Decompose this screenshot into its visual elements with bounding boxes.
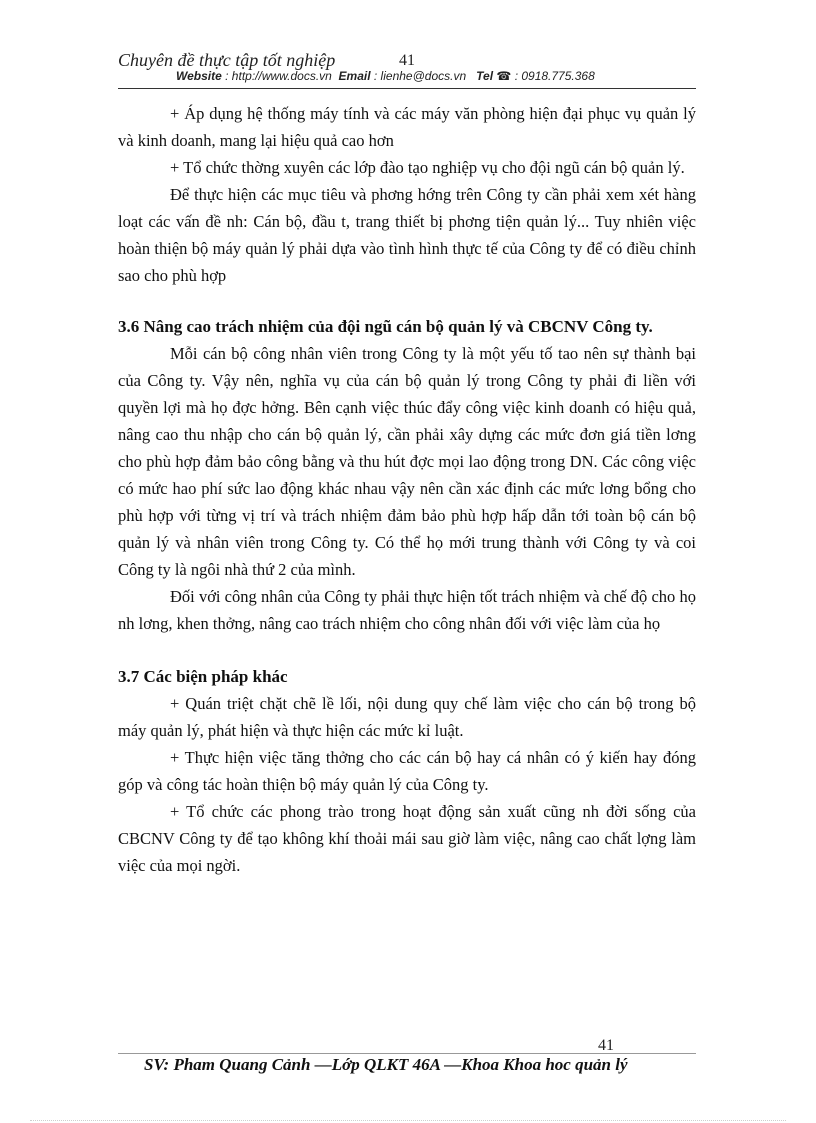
footer-divider — [118, 1053, 696, 1054]
spacer — [118, 289, 696, 313]
header-divider — [118, 88, 696, 89]
paragraph: + Tổ chức thờng xuyên các lớp đào tạo nghiệp vụ cho đội ngũ cán bộ quản lý. — [170, 158, 685, 177]
section-heading-3-6: 3.6 Nâng cao trách nhiệm của đội ngũ cán bộ quản lý và CBCNV Công ty. — [118, 317, 653, 336]
footer-author-line: SV: Pham Quang Cảnh —Lớp QLKT 46A —Khoa Khoa hoc quản lý — [144, 1055, 628, 1074]
email-label: Email — [338, 69, 371, 83]
paragraph: + Áp dụng hệ thống máy tính và các máy văn phòng hiện đại phục vụ quản lý và kinh doanh, mang lại hiệu quả cao hơn — [118, 104, 696, 150]
header-contact-line — [176, 69, 595, 83]
paragraph: Mỗi cán bộ công nhân viên trong Công ty là một yếu tố tao nên sự thành bại của Công ty. Vậy nên, nghĩa vụ của cán bộ quản lý trong Công ty phải đi liền với quyền lợi mà họ đợc hởng. Bên cạnh việc thúc đẩy công việc kinh doanh có hiệu quả, nâng cao thu nhập cho cán bộ quản lý, cần phải xây dựng các mức đơn giá tiền lơng cho phù hợp đảm bảo công bằng và thu hút đợc mọi lao động trong DN. Các công việc có mức hao phí sức lao động khác nhau vậy nên cần xác định các mức lơng bổng cho phù hợp với từng vị trí và trách nhiệm đảm bảo phù hợp hấp dẫn tới toàn bộ cán bộ quản lý và nhân viên trong Công ty. Có thể họ mới trung thành với Công ty và coi Công ty là ngôi nhà thứ 2 của mình. — [118, 344, 696, 579]
paragraph: + Thực hiện việc tăng thởng cho các cán bộ hay cá nhân có ý kiến hay đóng góp và công tác hoàn thiện bộ máy quản lý của Công ty. — [118, 748, 696, 794]
paragraph: Để thực hiện các mục tiêu và phơng hớng trên Công ty cần phải xem xét hàng loạt các vấn đề nh: Cán bộ, đầu t, trang thiết bị phơng tiện quản lý... Tuy nhiên việc hoàn thiện bộ máy quản lý phải dựa vào tình hình thực tế của Công ty để có điều chỉnh sao cho phù hợp — [118, 185, 696, 285]
body-content — [118, 100, 696, 879]
header-title: Chuyên đề thực tập tốt nghiệp — [118, 50, 336, 70]
paragraph: + Quán triệt chặt chẽ lề lối, nội dung quy chế làm việc cho cán bộ trong bộ máy quản lý, phát hiện và thực hiện các mức kỉ luật. — [118, 694, 696, 740]
page-edge-dots — [30, 1120, 786, 1121]
header-page-number: 41 — [399, 52, 415, 69]
tel-label: Tel — [476, 69, 494, 83]
website-label: Website — [176, 69, 222, 83]
website-link[interactable]: : http://www.docs.vn — [225, 69, 332, 83]
paragraph: Đối với công nhân của Công ty phải thực hiện tốt trách nhiệm và chế độ cho họ nh lơng, khen thởng, nâng cao trách nhiệm cho công nhân đối với việc làm của họ — [118, 587, 696, 633]
phone-icon: ☎ — [496, 69, 512, 83]
email-link[interactable]: : lienhe@docs.vn — [373, 69, 467, 83]
spacer — [118, 637, 696, 663]
footer-page-number: 41 — [598, 1037, 614, 1054]
paragraph: + Tổ chức các phong trào trong hoạt động sản xuất cũng nh đời sống của CBCNV Công ty để tạo không khí thoải mái sau giờ làm việc, nâng cao chất lợng làm việc của mọi ngời. — [118, 802, 696, 875]
tel-value: : 0918.775.368 — [514, 69, 595, 83]
section-heading-3-7: 3.7 Các biện pháp khác — [118, 667, 288, 686]
